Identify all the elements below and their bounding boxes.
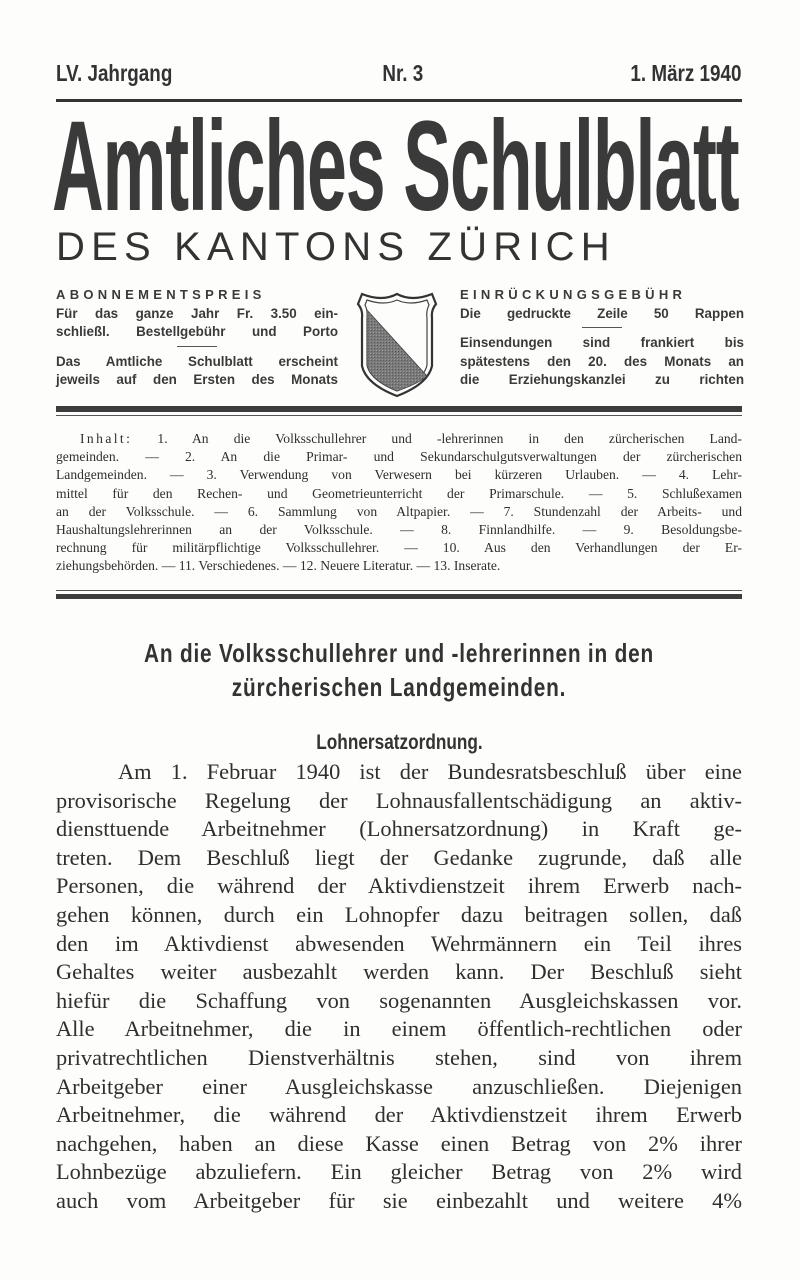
submission-line: die Erziehungskanzlei zu richten [460,372,744,387]
toc-line: Inhalt: 1. An die Volksschullehrer und -lehrerinnen in den zürcherischen Land- [80,431,742,446]
body-line: Arbeitgeber einer Ausgleichskasse anzuschließen. Diejenigen [56,1073,742,1099]
publication-line: Das Amtliche Schulblatt erscheint [56,353,338,369]
body-line: Am 1. Februar 1940 ist der Bundesratsbeschluß über eine [118,759,742,784]
body-line: den im Aktivdienst abwesenden Wehrmännern ein Teil ihres [56,930,742,956]
submission-line: Einsendungen sind frankiert bis [460,335,744,350]
zurich-coat-of-arms-shield-icon [356,288,438,400]
subscription-heading: ABONNEMENTSPREIS [56,287,266,302]
body-line: auch vom Arbeitgeber für sie einbezahlt und weitere 4% [56,1187,742,1213]
divider [177,346,217,347]
section-rule [56,590,742,599]
body-line: Alle Arbeitnehmer, die in einem öffentlich-rechtlichen oder [56,1016,742,1042]
masthead [52,108,746,226]
divider [582,327,622,328]
toc-line: rechnung für militärpflichtige Volksschullehrer. — 10. Aus den Verhandlungen der Er- [56,540,742,556]
publication-line: jeweils auf den Ersten des Monats [56,372,338,387]
toc-line: an der Volksschule. — 6. Sammlung von Altpapier. — 7. Stundenzahl der Arbeits- und [56,503,742,519]
article-title-line: An die Volksschullehrer und -lehrerinnen in den [144,638,654,668]
toc-line: gemeinden. — 2. An die Primar- und Sekundarschulgutsverwaltungen der zürcherischen [56,449,742,465]
body-line: Gehaltes weiter ausbezahlt werden kann. Der Beschluß sieht [56,959,742,985]
toc-label: Inhalt: [80,431,133,446]
body-line: Personen, die während der Aktivdienstzeit ihrem Erwerb nach- [56,873,742,899]
body-line: nachgehen, haben an diese Kasse einen Betrag von 2% ihrer [56,1130,742,1156]
article-subtitle: Lohnersatzordnung. [315,731,483,754]
subscription-info [56,286,338,390]
issue-date: 1. März 1940 [630,60,742,86]
issue-header [56,60,742,90]
advertising-line: Die gedruckte Zeile 50 Rappen [460,305,744,321]
article-title [56,636,742,704]
masthead-subtitle: DES KANTONS ZÜRICH [56,225,616,269]
body-line: treten. Dem Beschluß liegt der Gedanke zugrunde, daß alle [56,844,742,870]
toc-line: Haushaltungslehrerinnen an der Volksschule. — 8. Finnlandhilfe. — 9. Besoldungsbe- [56,522,742,538]
article-title-line: zürcherischen Landgemeinden. [231,672,567,702]
toc-line: ziehungsbehörden. — 11. Verschiedenes. — 12. Neuere Literatur. — 13. Inserate. [56,558,501,574]
toc-line: Landgemeinden. — 3. Verwendung von Verwesern bei kürzeren Urlauben. — 4. Lehr- [56,467,742,483]
toc-line: mittel für den Rechen- und Geometrieunterricht der Primarschule. — 5. Schlußexamen [56,485,742,501]
advertising-heading: EINRÜCKUNGSGEBÜHR [460,287,687,302]
header-rule [56,99,742,102]
body-line: hiefür die Schaffung von sogenannten Ausgleichskassen vor. [56,987,742,1013]
masthead-title: Amtliches Schulblatt [52,108,739,226]
body-line: provisorische Regelung der Lohnausfallentschädigung an aktiv- [56,787,742,813]
subscription-line: Für das ganze Jahr Fr. 3.50 ein- [56,305,338,321]
submission-line: spätestens den 20. des Monats an [460,353,744,369]
table-of-contents [56,430,742,576]
subscription-line: schließl. Bestellgebühr und Porto [56,324,338,339]
body-line: privatrechtlichen Dienstverhältnis stehen, sind von ihrem [56,1044,742,1070]
article-body [56,758,742,1216]
volume-label: LV. Jahrgang [56,60,173,86]
body-line: Arbeitnehmer, die während der Aktivdienstzeit ihrem Erwerb [56,1102,742,1128]
body-line: Lohnbezüge abzuliefern. Ein gleicher Betrag von 2% wird [56,1159,742,1185]
advertising-info [460,286,744,390]
issue-number: Nr. 3 [382,60,424,86]
body-line: gehen können, durch ein Lohnopfer dazu beitragen sollen, daß [56,901,742,927]
section-rule [56,406,742,416]
body-line: diensttuende Arbeitnehmer (Lohnersatzordnung) in Kraft ge- [56,816,742,842]
